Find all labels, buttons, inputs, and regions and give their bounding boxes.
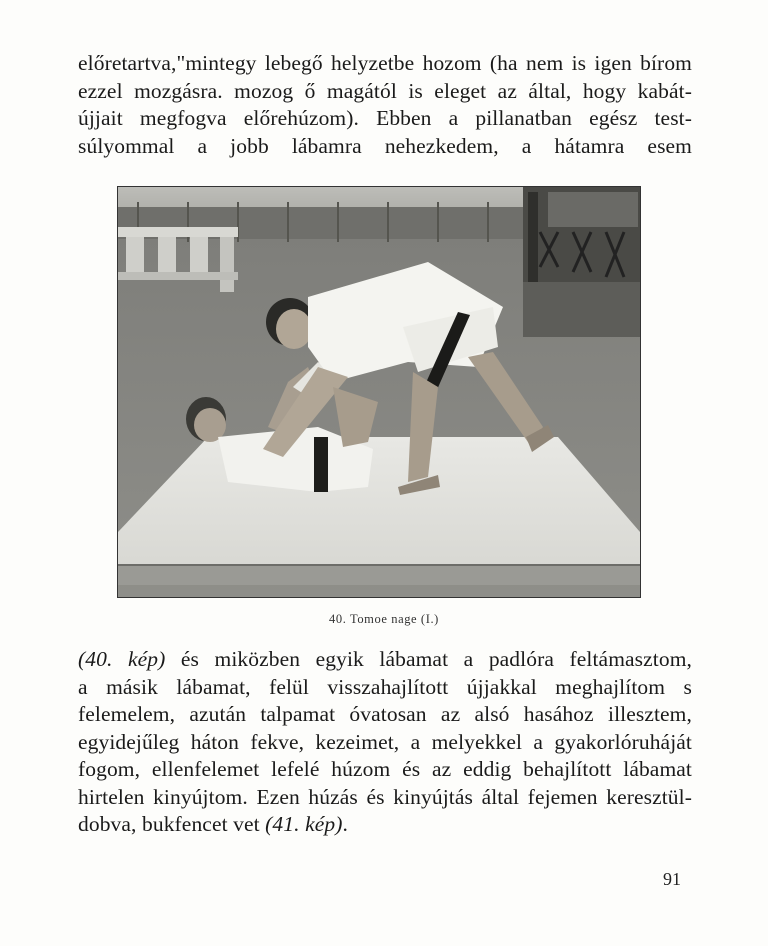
text-fragment: és miközben egyik lábamat a padlóra feltámasztom,	[165, 647, 692, 671]
page-number: 91	[663, 869, 681, 889]
text-line	[78, 811, 692, 839]
figure-caption: 40. Tomoe nage (I.)	[329, 612, 439, 626]
building	[523, 187, 640, 337]
judo-photograph	[117, 186, 641, 598]
text-line: felemelem, azután talpamat óvatosan az alsó hasához illesztem,	[78, 702, 692, 726]
text-fragment: .	[342, 812, 348, 836]
text-line: hirtelen kinyújtom. Ezen húzás és kinyújtás által fejemen keresztül-	[78, 784, 692, 809]
photo-illustration	[118, 187, 640, 597]
figure-reference: (41. kép)	[265, 812, 343, 836]
exercise-mat	[118, 437, 640, 585]
bottom-paragraph	[78, 646, 692, 839]
text-line	[78, 646, 692, 674]
text-line: fogom, ellenfelemet lefelé húzom és az eddig behajlított lábamat	[78, 757, 692, 781]
text-line: súlyommal a jobb lábamra nehezkedem, a hátamra esem	[78, 133, 692, 158]
text-line: egyidejűleg háton fekve, kezeimet, a melyekkel a gyakorlóruháját	[78, 729, 692, 754]
text-fragment: dobva, bukfencet vet	[78, 812, 266, 836]
text-line: előretartva,"mintegy lebegő helyzetbe hozom (ha nem is igen bírom	[78, 51, 692, 75]
text-line: újjait megfogva előrehúzom). Ebben a pillanatban egész test-	[78, 106, 692, 130]
figure-reference: (40. kép)	[78, 647, 166, 671]
text-line: a másik lábamat, felül visszahajlított újjakkal meghajlítom s	[78, 674, 692, 699]
text-line: ezzel mozgásra. mozog ő magától is eleget az által, hogy kabát-	[78, 78, 692, 103]
top-paragraph	[78, 50, 692, 160]
